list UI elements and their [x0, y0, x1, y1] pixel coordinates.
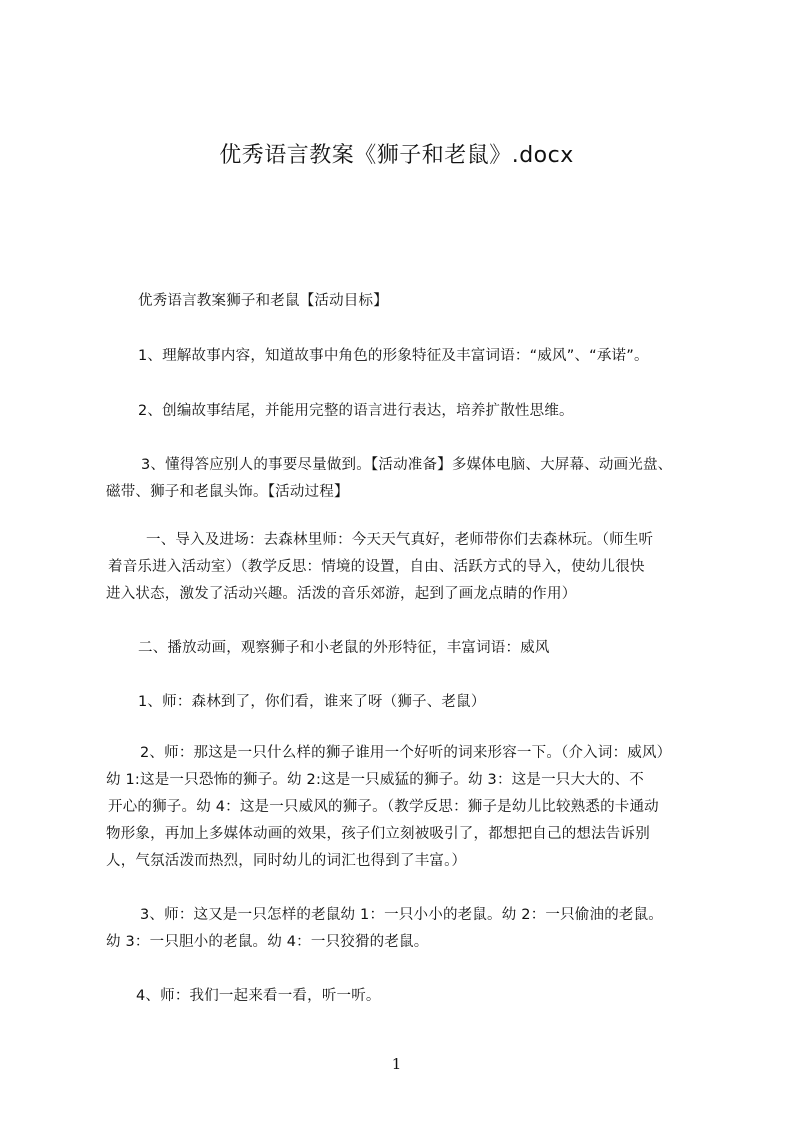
paragraph-line: 3、懂得答应别人的事要尽量做到。【活动准备】多媒体电脑、大屏幕、动画光盘、	[141, 457, 673, 473]
paragraph-line: 进入状态，激发了活动兴趣。活泼的音乐郊游，起到了画龙点睛的作用）	[106, 586, 577, 602]
paragraph-line: 1、师：森林到了，你们看，谁来了呀（狮子、老鼠）	[138, 694, 486, 710]
paragraph-line: 一、导入及进场：去森林里师：今天天气真好，老师带你们去森林玩。（师生听	[146, 532, 654, 548]
paragraph-line: 幼 1:这是一只恐怖的狮子。幼 2:这是一只威猛的狮子。幼 3：这是一只大大的、不	[106, 772, 644, 788]
paragraph-line: 着音乐进入活动室）（教学反思：情境的设置，自由、活跃方式的导入，使幼儿很快	[108, 559, 645, 575]
paragraph-line: 优秀语言教案狮子和老鼠【活动目标】	[138, 293, 388, 309]
paragraph-line: 1、理解故事内容，知道故事中角色的形象特征及丰富词语：“威风”、“承诺”。	[138, 348, 649, 364]
paragraph-line: 幼 3：一只胆小的老鼠。幼 4：一只狡猾的老鼠。	[106, 934, 429, 950]
paragraph-line: 开心的狮子。幼 4：这是一只威风的狮子。（教学反思：狮子是幼儿比较熟悉的卡通动	[108, 799, 659, 815]
paragraph-line: 3、师：这又是一只怎样的老鼠幼 1：一只小小的老鼠。幼 2：一只偷油的老鼠。	[140, 907, 663, 923]
page-number: 1	[391, 1055, 402, 1073]
paragraph-line: 二、播放动画，观察狮子和小老鼠的外形特征，丰富词语：威风	[138, 640, 550, 656]
paragraph-line: 磁带、狮子和老鼠头饰。【活动过程】	[106, 484, 349, 500]
paragraph-line: 2、师：那这是一只什么样的狮子谁用一个好听的词来形容一下。（介入词：威风）	[140, 745, 672, 761]
document-title: 优秀语言教案《狮子和老鼠》.docx	[219, 143, 574, 168]
paragraph-line: 人，气氛活泼而热烈，同时幼儿的词汇也得到了丰富。）	[106, 853, 467, 869]
paragraph-line: 物形象，再加上多媒体动画的效果，孩子们立刻被吸引了，都想把自己的想法告诉别	[106, 826, 650, 842]
paragraph-line: 4、师：我们一起来看一看，听一听。	[136, 988, 381, 1004]
paragraph-line: 2、创编故事结尾，并能用完整的语言进行表达，培养扩散性思维。	[138, 403, 574, 419]
